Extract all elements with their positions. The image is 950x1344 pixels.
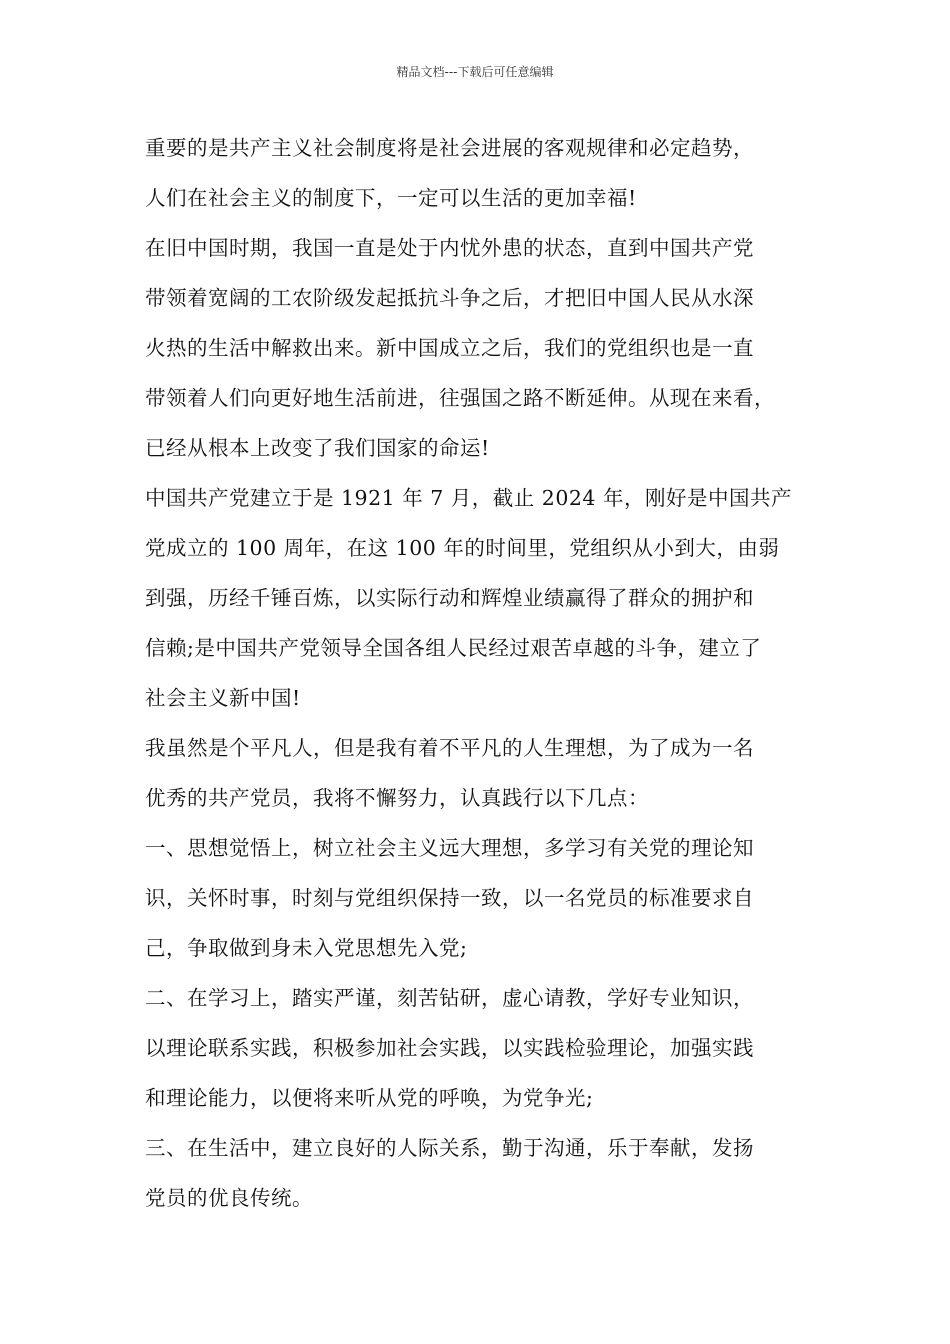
text-line: 中国共产党建立于是 1921 年 7 月，截止 2024 年，刚好是中国共产 [145,486,792,510]
text-line: 在旧中国时期，我国一直是处于内忧外患的状态，直到中国共产党 [145,236,754,260]
text-line: 重要的是共产主义社会制度将是社会进展的客观规律和必定趋势， [145,136,754,160]
text-line: 到强，历经千锤百炼，以实际行动和辉煌业绩赢得了群众的拥护和 [145,586,754,610]
text-line: 社会主义新中国! [145,686,301,710]
document-body [145,130,825,1230]
text-line: 我虽然是个平凡人，但是我有着不平凡的人生理想，为了成为一名 [145,736,754,760]
text-line: 已经从根本上改变了我们国家的命运! [145,436,490,460]
page-header: 精品文档---下载后可任意编辑 [396,65,554,79]
text-line: 一、思想觉悟上，树立社会主义远大理想，多学习有关党的理论知 [145,836,754,860]
text-line: 己，争取做到身未入党思想先入党; [145,936,468,960]
text-line: 二、在学习上，踏实严谨，刻苦钻研，虚心请教，学好专业知识， [145,986,754,1010]
text-line: 三、在生活中，建立良好的人际关系，勤于沟通，乐于奉献，发扬 [145,1136,754,1160]
text-line: 党员的优良传统。 [145,1186,313,1210]
text-line: 信赖;是中国共产党领导全国各组人民经过艰苦卓越的斗争，建立了 [145,636,762,660]
text-line: 和理论能力，以便将来听从党的呼唤，为党争光; [145,1086,594,1110]
text-line: 人们在社会主义的制度下，一定可以生活的更加幸福! [145,186,637,210]
text-line: 带领着人们向更好地生活前进，往强国之路不断延伸。从现在来看， [145,386,775,410]
text-line: 优秀的共产党员，我将不懈努力，认真践行以下几点： [145,786,649,810]
text-line: 以理论联系实践，积极参加社会实践，以实践检验理论，加强实践 [145,1036,754,1060]
text-line: 识，关怀时事，时刻与党组织保持一致，以一名党员的标准要求自 [145,886,754,910]
text-line: 火热的生活中解救出来。新中国成立之后，我们的党组织也是一直 [145,336,754,360]
text-line: 带领着宽阔的工农阶级发起抵抗斗争之后，才把旧中国人民从水深 [145,286,754,310]
text-line: 党成立的 100 周年，在这 100 年的时间里，党组织从小到大，由弱 [145,536,780,560]
